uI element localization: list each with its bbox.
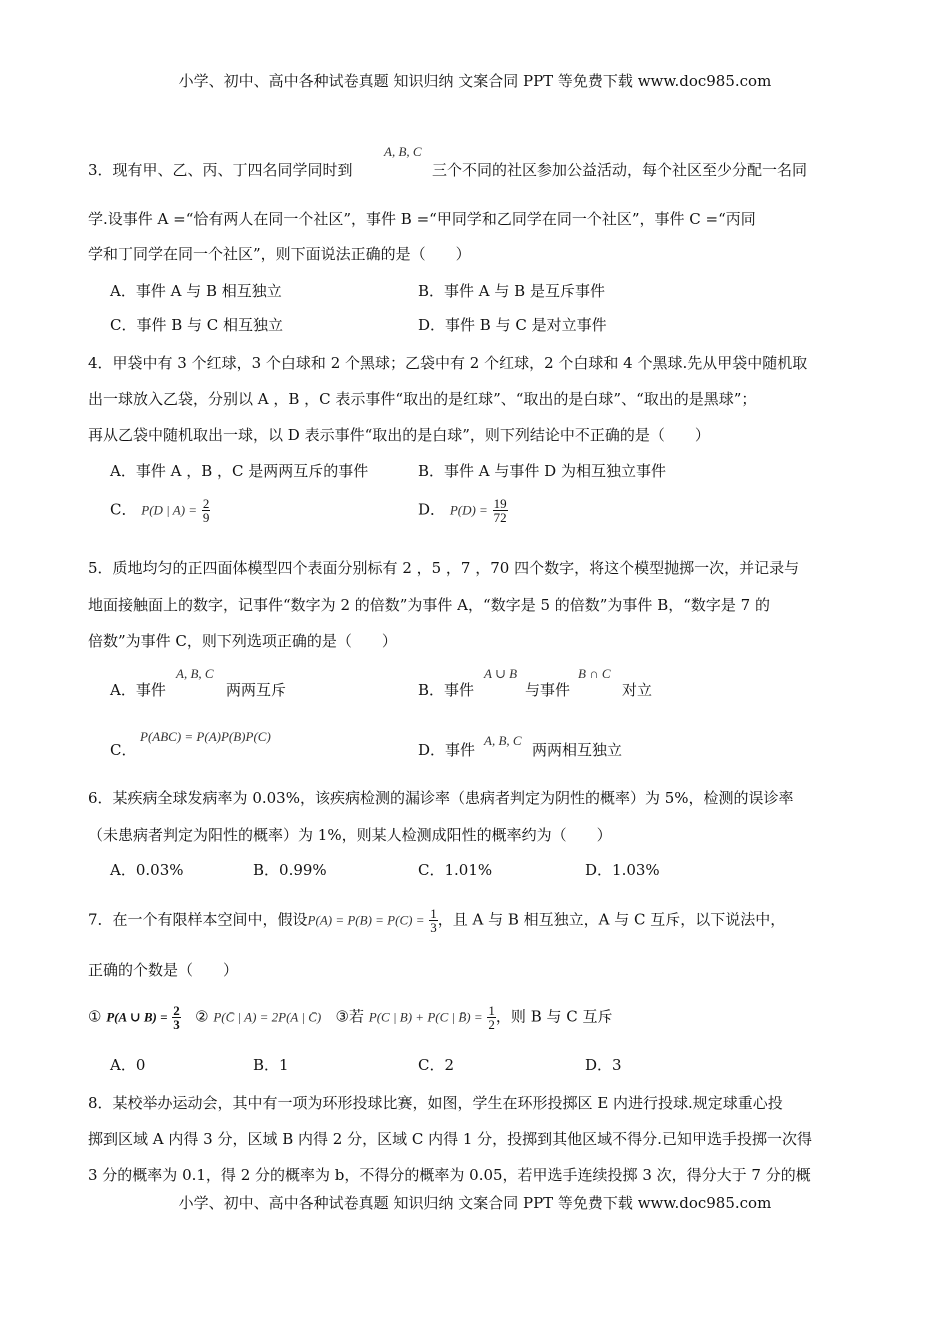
q5-line1: 5．质地均匀的正四面体模型四个表面分别标有 2 ，5 ，7 ，70 四个数字，将这个模型抛掷一次，并记录与 [88,559,800,577]
page-footer: 小学、初中、高中各种试卷真题 知识归纳 文案合同 PPT 等免费下载 www.doc985.com [178,1194,772,1212]
q7-s3-expr: P(C | B) + P(C | B̄) = [368,1009,483,1025]
q7-s1-label: ① [88,1007,102,1026]
q5-option-a-label: A．事件 [110,681,166,699]
q5-option-a-tail: 两两互斥 [226,681,287,699]
q5-option-b-math1: A ∪ B [484,666,518,681]
q5-option-c-math: P(ABC) = P(A)P(B)P(C) [140,729,271,744]
q4-option-c-label: C． [110,500,137,519]
q4-option-c [110,497,210,524]
q6-option-a: A．0.03% [110,861,184,879]
q4-option-d-fraction [493,497,508,524]
q4-line3: 再从乙袋中随机取出一球，以 D 表示事件“取出的是白球”，则下列结论中不正确的是（ ） [88,426,710,444]
q5-option-d-math: A, B, C [484,733,522,748]
q7-line1-denominator: 3 [430,920,437,935]
q4-option-d-expr: P(D) = [449,502,488,518]
q4-line2: 出一球放入乙袋，分别以 A ，B ，C 表示事件“取出的是红球”、“取出的是白球”、“取出的是黑球”； [88,390,757,408]
q3-line2: 学.设事件 A =“恰有两人在同一个社区”，事件 B =“甲同学和乙同学在同一个社区”，事件 C =“丙同 [88,210,756,228]
q6-line2: （未患病者判定为阳性的概率）为 1%，则某人检测成阳性的概率约为（ ） [88,826,612,844]
q7-s1-expr: P(A ∪ B) = [106,1009,168,1025]
q7-s3-label: ③若 [335,1007,364,1026]
q7-option-b: B．1 [253,1056,289,1074]
q5-option-d-tail: 两两相互独立 [532,741,623,759]
q5-option-b-mid: 与事件 [525,681,571,699]
q4-option-d-denominator: 72 [493,510,507,525]
q4-line1: 4．甲袋中有 3 个红球，3 个白球和 2 个黑球；乙袋中有 2 个红球，2 个白球和 4 个黑球.先从甲袋中随机取 [88,354,808,372]
q7-s1-fraction [172,1004,181,1031]
q7-line1a: 7．在一个有限样本空间中，假设 [88,910,308,929]
q7-s3-tail: ，则 B 与 C 互斥 [495,1007,613,1026]
q4-option-c-denominator: 9 [202,510,210,525]
q7-s2-label: ② [195,1007,209,1026]
q4-option-a: A．事件 A ，B ，C 是两两互斥的事件 [110,462,369,480]
q4-option-c-expr: P(D | A) = [141,502,198,518]
q7-option-c: C．2 [418,1056,455,1074]
q5-option-b-label: B．事件 [418,681,475,699]
q7-option-d: D．3 [585,1056,622,1074]
q4-option-d [418,497,508,524]
q8-line3: 3 分的概率为 0.1，得 2 分的概率为 b，不得分的概率为 0.05，若甲选手连续投掷 3 次，得分大于 7 分的概 [88,1166,811,1184]
q6-option-b: B．0.99% [253,861,327,879]
q7-line1 [88,907,785,934]
q3-abc: A, B, C [384,144,422,159]
q5-option-b-tail: 对立 [622,681,653,699]
q3-option-a: A．事件 A 与 B 相互独立 [110,282,282,300]
page-header: 小学、初中、高中各种试卷真题 知识归纳 文案合同 PPT 等免费下载 www.doc985.com [178,72,772,90]
q7-s3-numerator: 1 [488,1003,495,1018]
q3-option-d: D．事件 B 与 C 是对立事件 [418,316,607,334]
q7-line1-fraction [429,907,438,934]
q8-line2: 掷到区域 A 内得 3 分，区域 B 内得 2 分，区域 C 内得 1 分，投掷到其他区域不得分.已知甲选手投掷一次得 [88,1130,812,1148]
q7-option-a: A．0 [110,1056,146,1074]
q3-line1a: 3．现有甲、乙、丙、丁四名同学同时到 [88,161,353,179]
q3-option-c: C．事件 B 与 C 相互独立 [110,316,284,334]
q4-option-d-label: D． [418,500,446,519]
q7-s3-fraction [487,1004,496,1031]
q7-s3-denominator: 2 [488,1017,495,1032]
q7-s1-numerator: 2 [173,1003,180,1018]
q4-option-c-fraction [202,497,211,524]
q7-line1-numerator: 1 [430,906,437,921]
q5-option-a-math: A, B, C [176,666,214,681]
q6-option-d: D．1.03% [585,861,660,879]
q5-line2: 地面接触面上的数字，记事件“数字为 2 的倍数”为事件 A，“数字是 5 的倍数”为事件 B，“数字是 7 的 [88,596,770,614]
q7-line1b: ，且 A 与 B 相互独立，A 与 C 互斥，以下说法中， [437,910,786,929]
q3-option-b: B．事件 A 与 B 是互斥事件 [418,282,605,300]
q3-line1b: 三个不同的社区参加公益活动，每个社区至少分配一名同 [432,161,808,179]
q5-line3: 倍数”为事件 C，则下列选项正确的是（ ） [88,632,397,650]
q7-line1-expr: P(A) = P(B) = P(C) = [307,912,425,928]
q7-s2-expr: P(C̄ | A) = 2P(A | C̄) [213,1009,322,1025]
q5-option-c-label: C． [110,741,137,759]
q6-option-c: C．1.01% [418,861,493,879]
q8-line1: 8．某校举办运动会，其中有一项为环形投球比赛，如图，学生在环形投掷区 E 内进行投球.规定球重心投 [88,1094,783,1112]
q7-statements [88,1004,613,1031]
q7-line2: 正确的个数是（ ） [88,961,239,979]
q5-option-d-label: D．事件 [418,741,476,759]
q4-option-d-numerator: 19 [493,496,507,511]
q7-s1-denominator: 3 [173,1017,180,1032]
q6-line1: 6．某疾病全球发病率为 0.03%，该疾病检测的漏诊率（患病者判定为阴性的概率）为 5%，检测的误诊率 [88,789,794,807]
q3-line3: 学和丁同学在同一个社区”，则下面说法正确的是（ ） [88,245,471,263]
q4-option-b: B．事件 A 与事件 D 为相互独立事件 [418,462,666,480]
q5-option-b-math2: B ∩ C [578,666,611,681]
q4-option-c-numerator: 2 [202,496,210,511]
